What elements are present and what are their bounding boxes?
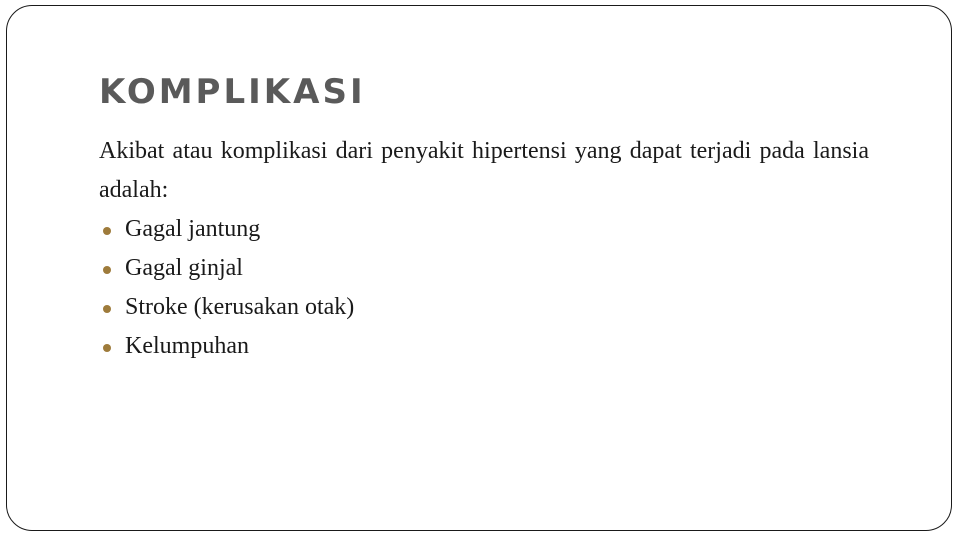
bullet-dot-icon bbox=[103, 344, 111, 352]
intro-paragraph: Akibat atau komplikasi dari penyakit hipertensi yang dapat terjadi pada lansia adalah: bbox=[99, 138, 869, 203]
list-item-text: Kelumpuhan bbox=[125, 333, 249, 359]
complication-list bbox=[99, 210, 869, 366]
list-item bbox=[99, 288, 869, 327]
list-item-text: Gagal jantung bbox=[125, 216, 261, 242]
list-item bbox=[99, 327, 869, 366]
list-item-text: Stroke (kerusakan otak) bbox=[125, 294, 355, 320]
slide-body bbox=[99, 132, 869, 366]
bullet-dot-icon bbox=[103, 305, 111, 313]
list-item bbox=[99, 210, 869, 249]
list-item-text: Gagal ginjal bbox=[125, 255, 243, 281]
bullet-dot-icon bbox=[103, 227, 111, 235]
list-item bbox=[99, 249, 869, 288]
bullet-dot-icon bbox=[103, 266, 111, 274]
slide-frame bbox=[6, 5, 952, 531]
slide-title: KOMPLIKASI bbox=[99, 72, 366, 112]
